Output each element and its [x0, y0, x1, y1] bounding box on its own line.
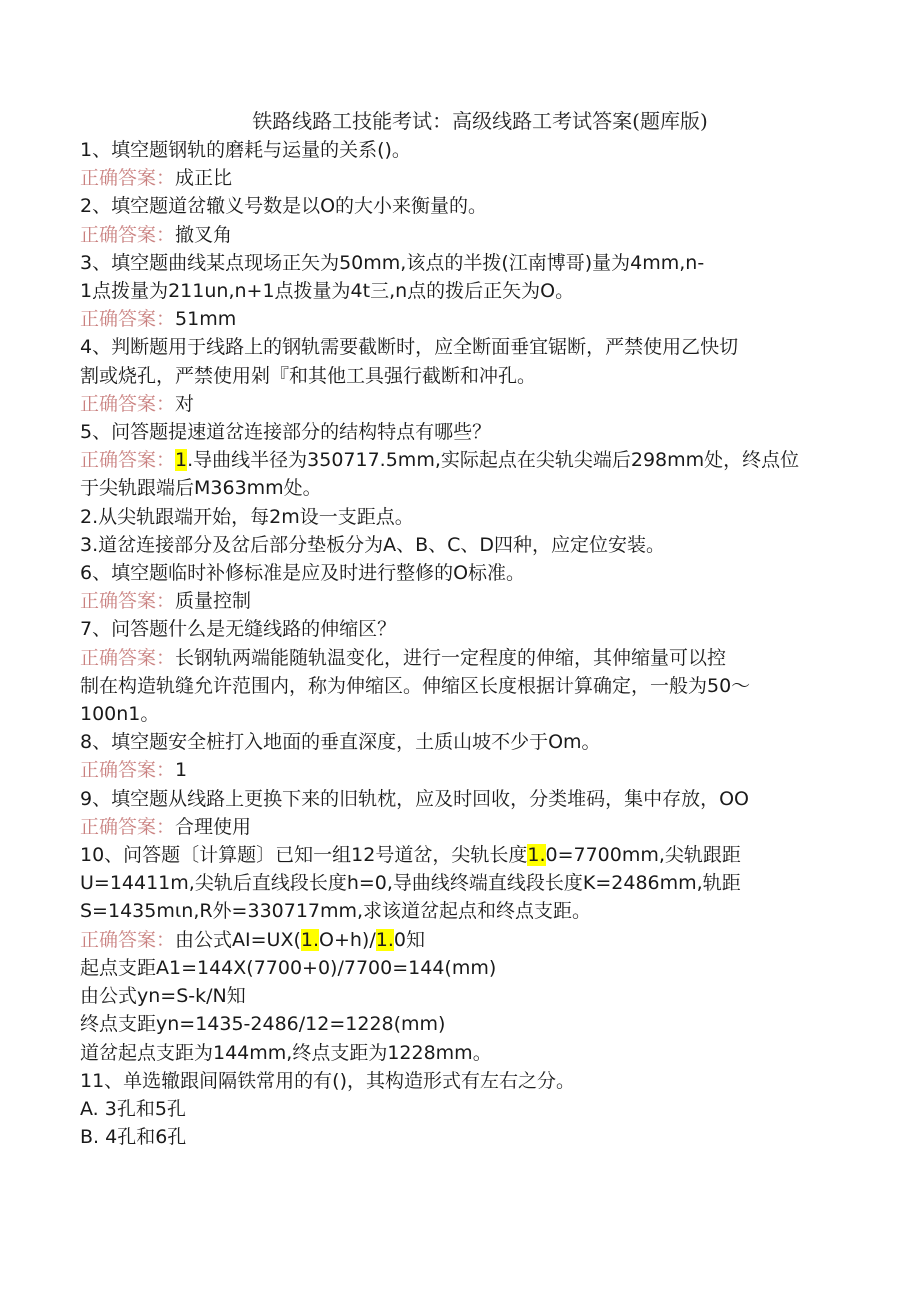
- text-line: [80, 362, 860, 390]
- line-text: 4、判断题用于线路上的钢轨需要截断时，应全断面垂宜锯断，严禁使用乙快切: [80, 336, 739, 359]
- line-text: 3、填空题曲线某点现场正矢为50mm,该点的半拨(江南博哥)量为4mm,n-: [80, 251, 705, 274]
- text-line: [80, 333, 860, 361]
- line-text: 9、填空题从线路上更换下来的旧轨枕，应及时回收，分类堆码，集中存放，OO: [80, 787, 750, 810]
- line-text: 长钢轨两端能随轨温变化，进行一定程度的伸缩，其伸缩量可以控: [175, 646, 727, 669]
- document-title: 铁路线路工技能考试：高级线路工考试答案(题库版): [252, 109, 708, 133]
- line-text: O+h)/: [319, 928, 376, 951]
- text-line: [80, 700, 860, 728]
- answer-label: 正确答案：: [80, 449, 176, 472]
- answer-line: [80, 390, 860, 418]
- line-text: 8、填空题安全桩打入地面的垂直深度，土质山坡不少于Om。: [80, 731, 601, 754]
- text-line: [80, 785, 860, 813]
- line-text: S=1435mιn,R外=330717mm,求该道岔起点和终点支距。: [80, 900, 592, 923]
- text-line: [80, 954, 860, 982]
- line-text: .导曲线半径为350717.5mm,实际起点在尖轨尖端后298mm处，终点位: [187, 449, 800, 472]
- line-text: 11、单选辙跟间隔铁常用的有()，其构造形式有左右之分。: [80, 1069, 576, 1092]
- text-line: [80, 192, 860, 220]
- line-text: 3.道岔连接部分及岔后部分垫板分为A、B、C、D四种，应定位安装。: [80, 533, 666, 556]
- line-text: 1: [175, 759, 188, 782]
- line-text: 0知: [393, 928, 425, 951]
- text-line: [80, 615, 860, 643]
- answer-line: [80, 221, 860, 249]
- text-line: [80, 136, 860, 164]
- line-text: 起点支距A1=144X(7700+0)/7700=144(mm): [80, 956, 497, 979]
- answer-label: 正确答案：: [80, 167, 176, 190]
- answer-line: [80, 587, 860, 615]
- line-text: 于尖轨跟端后M363mm处。: [80, 477, 322, 500]
- line-text: 5、问答题提速道岔连接部分的结构特点有哪些？: [80, 421, 492, 444]
- text-line: [80, 249, 860, 277]
- line-text: 成正比: [175, 167, 233, 190]
- line-text: A. 3孔和5孔: [80, 1097, 186, 1120]
- line-text: 质量控制: [175, 590, 252, 613]
- line-text: U=14411m,尖轨后直线段长度h=0,导曲线终端直线段长度K=2486mm,轨距: [80, 872, 741, 895]
- answer-label: 正确答案：: [80, 928, 176, 951]
- answer-label: 正确答案：: [80, 590, 176, 613]
- line-text: 道岔起点支距为144mm,终点支距为1228mm。: [80, 1041, 492, 1064]
- line-text: 由公式yn=S-k/N知: [80, 985, 246, 1008]
- document-body: [80, 136, 860, 1151]
- answer-label: 正确答案：: [80, 646, 176, 669]
- line-text: 制在构造轨缝允许范围内，称为伸缩区。伸缩区长度根据计算确定，一般为50〜: [80, 674, 751, 697]
- text-line: [80, 418, 860, 446]
- line-text: 10、问答题〔计算题〕已知一组12号道岔，尖轨长度: [80, 844, 528, 867]
- text-line: [80, 982, 860, 1010]
- answer-line: [80, 164, 860, 192]
- text-line: [80, 897, 860, 925]
- highlight-mark: 1: [175, 449, 188, 472]
- line-text: 2.从尖轨跟端开始，每2m设一支距点。: [80, 505, 414, 528]
- line-text: 1、填空题钢轨的磨耗与运量的关系()。: [80, 139, 411, 161]
- text-line: [80, 672, 860, 700]
- highlight-mark: 1.: [300, 928, 320, 951]
- answer-line: [80, 813, 860, 841]
- answer-line: [80, 446, 860, 474]
- answer-label: 正确答案：: [80, 308, 176, 331]
- line-text: 7、问答题什么是无缝线路的伸缩区？: [80, 618, 397, 641]
- line-text: 对: [175, 392, 195, 415]
- line-text: 撤叉角: [175, 223, 233, 246]
- text-line: [80, 277, 860, 305]
- line-text: 100n1。: [80, 703, 160, 726]
- answer-label: 正确答案：: [80, 759, 176, 782]
- answer-line: [80, 756, 860, 784]
- highlight-mark: 1.: [527, 844, 546, 867]
- answer-label: 正确答案：: [80, 392, 176, 415]
- text-line: [80, 531, 860, 559]
- line-text: 合理使用: [175, 815, 252, 838]
- text-line: [80, 1010, 860, 1038]
- text-line: [80, 869, 860, 897]
- line-text: 由公式AI=UX(: [175, 928, 301, 951]
- text-line: [80, 841, 860, 869]
- line-text: 终点支距yn=1435-2486/12=1228(mm): [80, 1013, 446, 1036]
- answer-line: [80, 305, 860, 333]
- text-line: [80, 728, 860, 756]
- answer-line: [80, 644, 860, 672]
- text-line: [80, 474, 860, 502]
- line-text: 6、填空题临时补修标准是应及时进行整修的O标准。: [80, 562, 526, 585]
- answer-line: [80, 926, 860, 954]
- line-text: 0=7700mm,尖轨跟距: [545, 844, 741, 867]
- line-text: 1点拨量为211un,n+1点拨量为4t三,n点的拨后正矢为O。: [80, 280, 575, 303]
- text-line: [80, 1039, 860, 1067]
- line-text: B. 4孔和6孔: [80, 1126, 187, 1149]
- highlight-mark: 1.: [375, 928, 394, 951]
- line-text: 割或烧孔，严禁使用剁『和其他工具强行截断和冲孔。: [80, 364, 537, 387]
- answer-label: 正确答案：: [80, 223, 176, 246]
- line-text: 51mm: [175, 308, 237, 331]
- answer-label: 正确答案：: [80, 815, 176, 838]
- text-line: [80, 1095, 860, 1123]
- text-line: [80, 1123, 860, 1151]
- line-text: 2、填空题道岔辙义号数是以O的大小来衡量的。: [80, 195, 488, 218]
- text-line: [80, 1067, 860, 1095]
- text-line: [80, 503, 860, 531]
- text-line: [80, 559, 860, 587]
